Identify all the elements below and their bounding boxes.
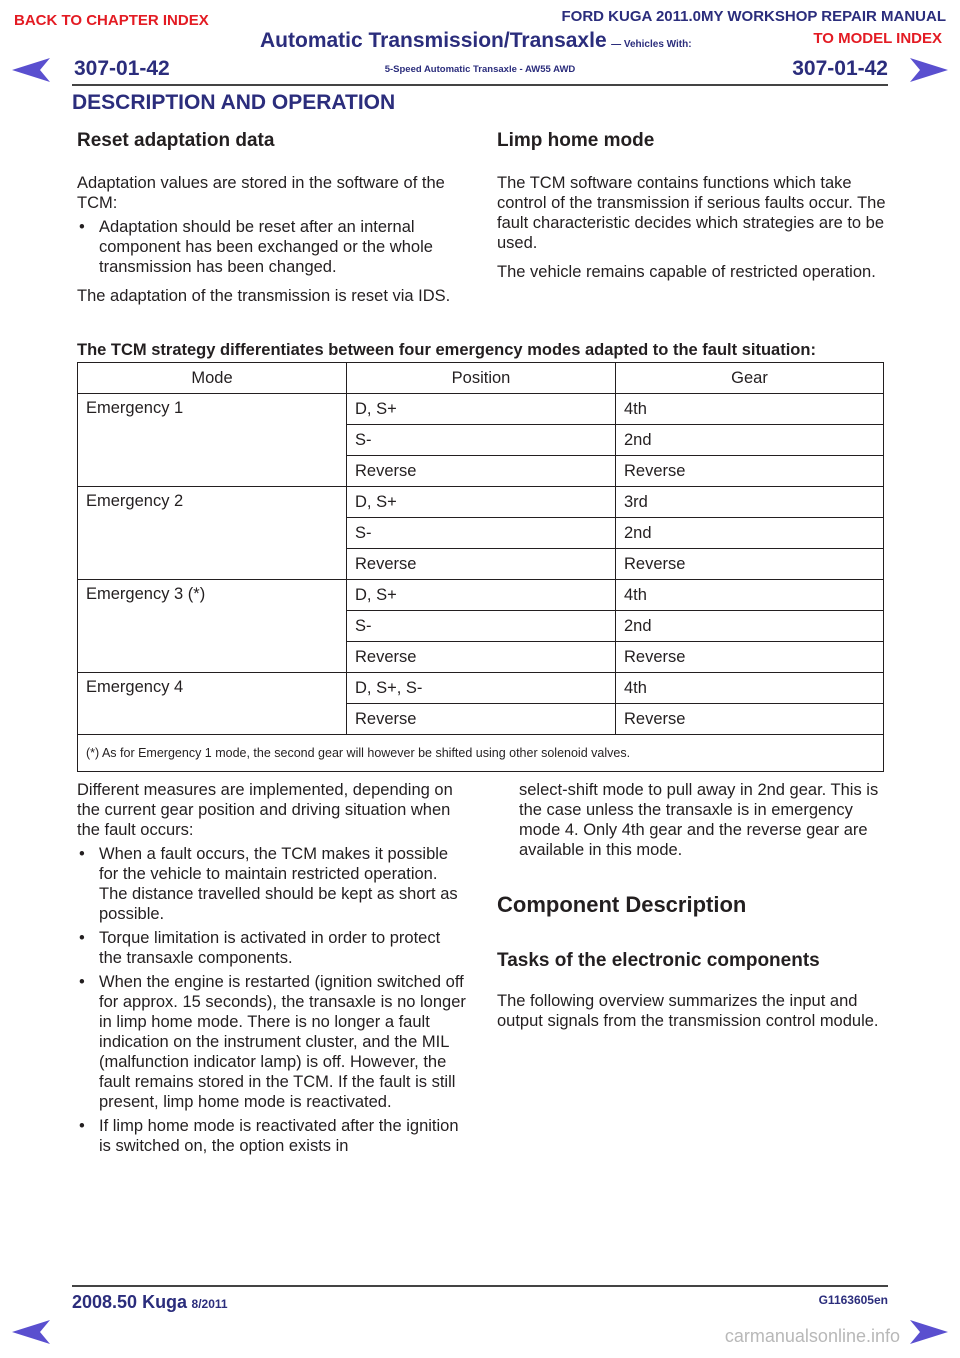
gear-cell: Reverse: [616, 549, 884, 580]
measures-bullet: • If limp home mode is reactivated after the ignition is switched on, the option exists in: [77, 1116, 467, 1156]
emergency-modes-table: [77, 362, 884, 772]
gear-cell: 4th: [616, 394, 884, 425]
table-row: [78, 394, 884, 425]
gear-cell: Reverse: [616, 642, 884, 673]
table-row: [78, 487, 884, 518]
header-gear: Gear: [616, 363, 884, 394]
next-page-arrow-icon[interactable]: [910, 1320, 948, 1344]
mode-cell: Emergency 4: [78, 673, 347, 735]
mode-cell: Emergency 2: [78, 487, 347, 580]
limp-home-section: [497, 130, 887, 282]
footer-date: 8/2011: [191, 1297, 228, 1311]
prev-page-arrow-icon[interactable]: [12, 1320, 50, 1344]
measures-intro: Different measures are implemented, depending on the current gear position and driving situation when the fault occurs:: [77, 781, 453, 839]
position-cell: Reverse: [347, 704, 616, 735]
gear-cell: 3rd: [616, 487, 884, 518]
right-column-bottom: [497, 780, 887, 1031]
section-title: Automatic Transmission/Transaxle: [260, 29, 607, 52]
gear-cell: 2nd: [616, 425, 884, 456]
header-divider: [72, 84, 888, 86]
section-subtitle: 5-Speed Automatic Transaxle - AW55 AWD: [384, 64, 576, 75]
reset-bullet-list: [77, 217, 467, 277]
reset-paragraph-2: The adaptation of the transmission is reset via IDS.: [77, 287, 451, 305]
reset-bullet: • Adaptation should be reset after an internal component has been exchanged or the whole transmission has been changed.: [77, 217, 467, 277]
page-number-right: 307-01-42: [792, 57, 888, 80]
gear-cell: Reverse: [616, 456, 884, 487]
position-cell: D, S+: [347, 487, 616, 518]
footer-code: G1163605en: [818, 1293, 888, 1307]
measures-bullet: • When the engine is restarted (ignition switched off for approx. 15 seconds), the transaxle is no longer in limp home mode. There is no longer a fault indication on the instrument cluster, and the MIL (malfunction indicator lamp) is off. However, the fault remains stored in the TCM. If the fault is still present, limp home mode is reactivated.: [77, 972, 467, 1112]
measures-continuation: select-shift mode to pull away in 2nd gear. This is the case unless the transaxle is in emergency mode 4. Only 4th gear and the reverse gear are available in this mode.: [519, 781, 879, 859]
position-cell: S-: [347, 611, 616, 642]
doc-heading: DESCRIPTION AND OPERATION: [72, 91, 396, 114]
measures-bullet: • Torque limitation is activated in order to protect the transaxle components.: [77, 928, 467, 968]
gear-cell: 2nd: [616, 611, 884, 642]
tasks-paragraph: The following overview summarizes the input and output signals from the transmission control module.: [497, 992, 879, 1030]
position-cell: S-: [347, 518, 616, 549]
reset-adaptation-section: [77, 130, 467, 306]
position-cell: D, S+: [347, 394, 616, 425]
gear-cell: Reverse: [616, 704, 884, 735]
table-note-row: [78, 735, 884, 772]
table-row: [78, 580, 884, 611]
position-cell: S-: [347, 425, 616, 456]
header-mode: Mode: [78, 363, 347, 394]
gear-cell: 4th: [616, 673, 884, 704]
back-to-chapter-index-link[interactable]: BACK TO CHAPTER INDEX: [14, 12, 209, 29]
to-model-index-link[interactable]: TO MODEL INDEX: [813, 30, 942, 47]
measures-section: [77, 780, 467, 1156]
position-cell: D, S+, S-: [347, 673, 616, 704]
emergency-modes-table-wrap: [77, 362, 884, 772]
measures-bullet: • When a fault occurs, the TCM makes it possible for the vehicle to maintain restricted operation. The distance travelled should be kept as short as possible.: [77, 844, 467, 924]
table-header-row: [78, 363, 884, 394]
section-title-block: [260, 29, 692, 53]
header-position: Position: [347, 363, 616, 394]
manual-title: FORD KUGA 2011.0MY WORKSHOP REPAIR MANUAL: [561, 8, 946, 25]
position-cell: Reverse: [347, 456, 616, 487]
reset-paragraph-1: Adaptation values are stored in the software of the TCM:: [77, 174, 445, 212]
limp-heading: Limp home mode: [497, 130, 655, 151]
mode-cell: Emergency 1: [78, 394, 347, 487]
component-description-heading: Component Description: [497, 892, 747, 917]
table-caption: The TCM strategy differentiates between four emergency modes adapted to the fault situation:: [77, 341, 816, 359]
table-row: [78, 673, 884, 704]
limp-paragraph-1: The TCM software contains functions which take control of the transmission if serious faults occur. The fault characteristic decides which strategies are to be used.: [497, 174, 886, 252]
footer-watermark: carmanualsonline.info: [724, 1326, 900, 1346]
section-suffix: — Vehicles With:: [611, 39, 692, 50]
next-page-arrow-icon[interactable]: [910, 58, 948, 82]
reset-heading: Reset adaptation data: [77, 130, 275, 151]
gear-cell: 4th: [616, 580, 884, 611]
footer-model: 2008.50 Kuga: [72, 1292, 188, 1312]
page-number-left: 307-01-42: [74, 57, 170, 80]
position-cell: D, S+: [347, 580, 616, 611]
measures-bullet-list: [77, 844, 467, 1156]
footer-divider: [72, 1285, 888, 1287]
mode-cell: Emergency 3 (*): [78, 580, 347, 673]
table-note: (*) As for Emergency 1 mode, the second gear will however be shifted using other solenoid valves.: [78, 735, 884, 772]
limp-paragraph-2: The vehicle remains capable of restricted operation.: [497, 263, 876, 281]
position-cell: Reverse: [347, 642, 616, 673]
prev-page-arrow-icon[interactable]: [12, 58, 50, 82]
footer-model-block: [72, 1292, 228, 1313]
position-cell: Reverse: [347, 549, 616, 580]
tasks-heading: Tasks of the electronic components: [497, 950, 820, 971]
gear-cell: 2nd: [616, 518, 884, 549]
